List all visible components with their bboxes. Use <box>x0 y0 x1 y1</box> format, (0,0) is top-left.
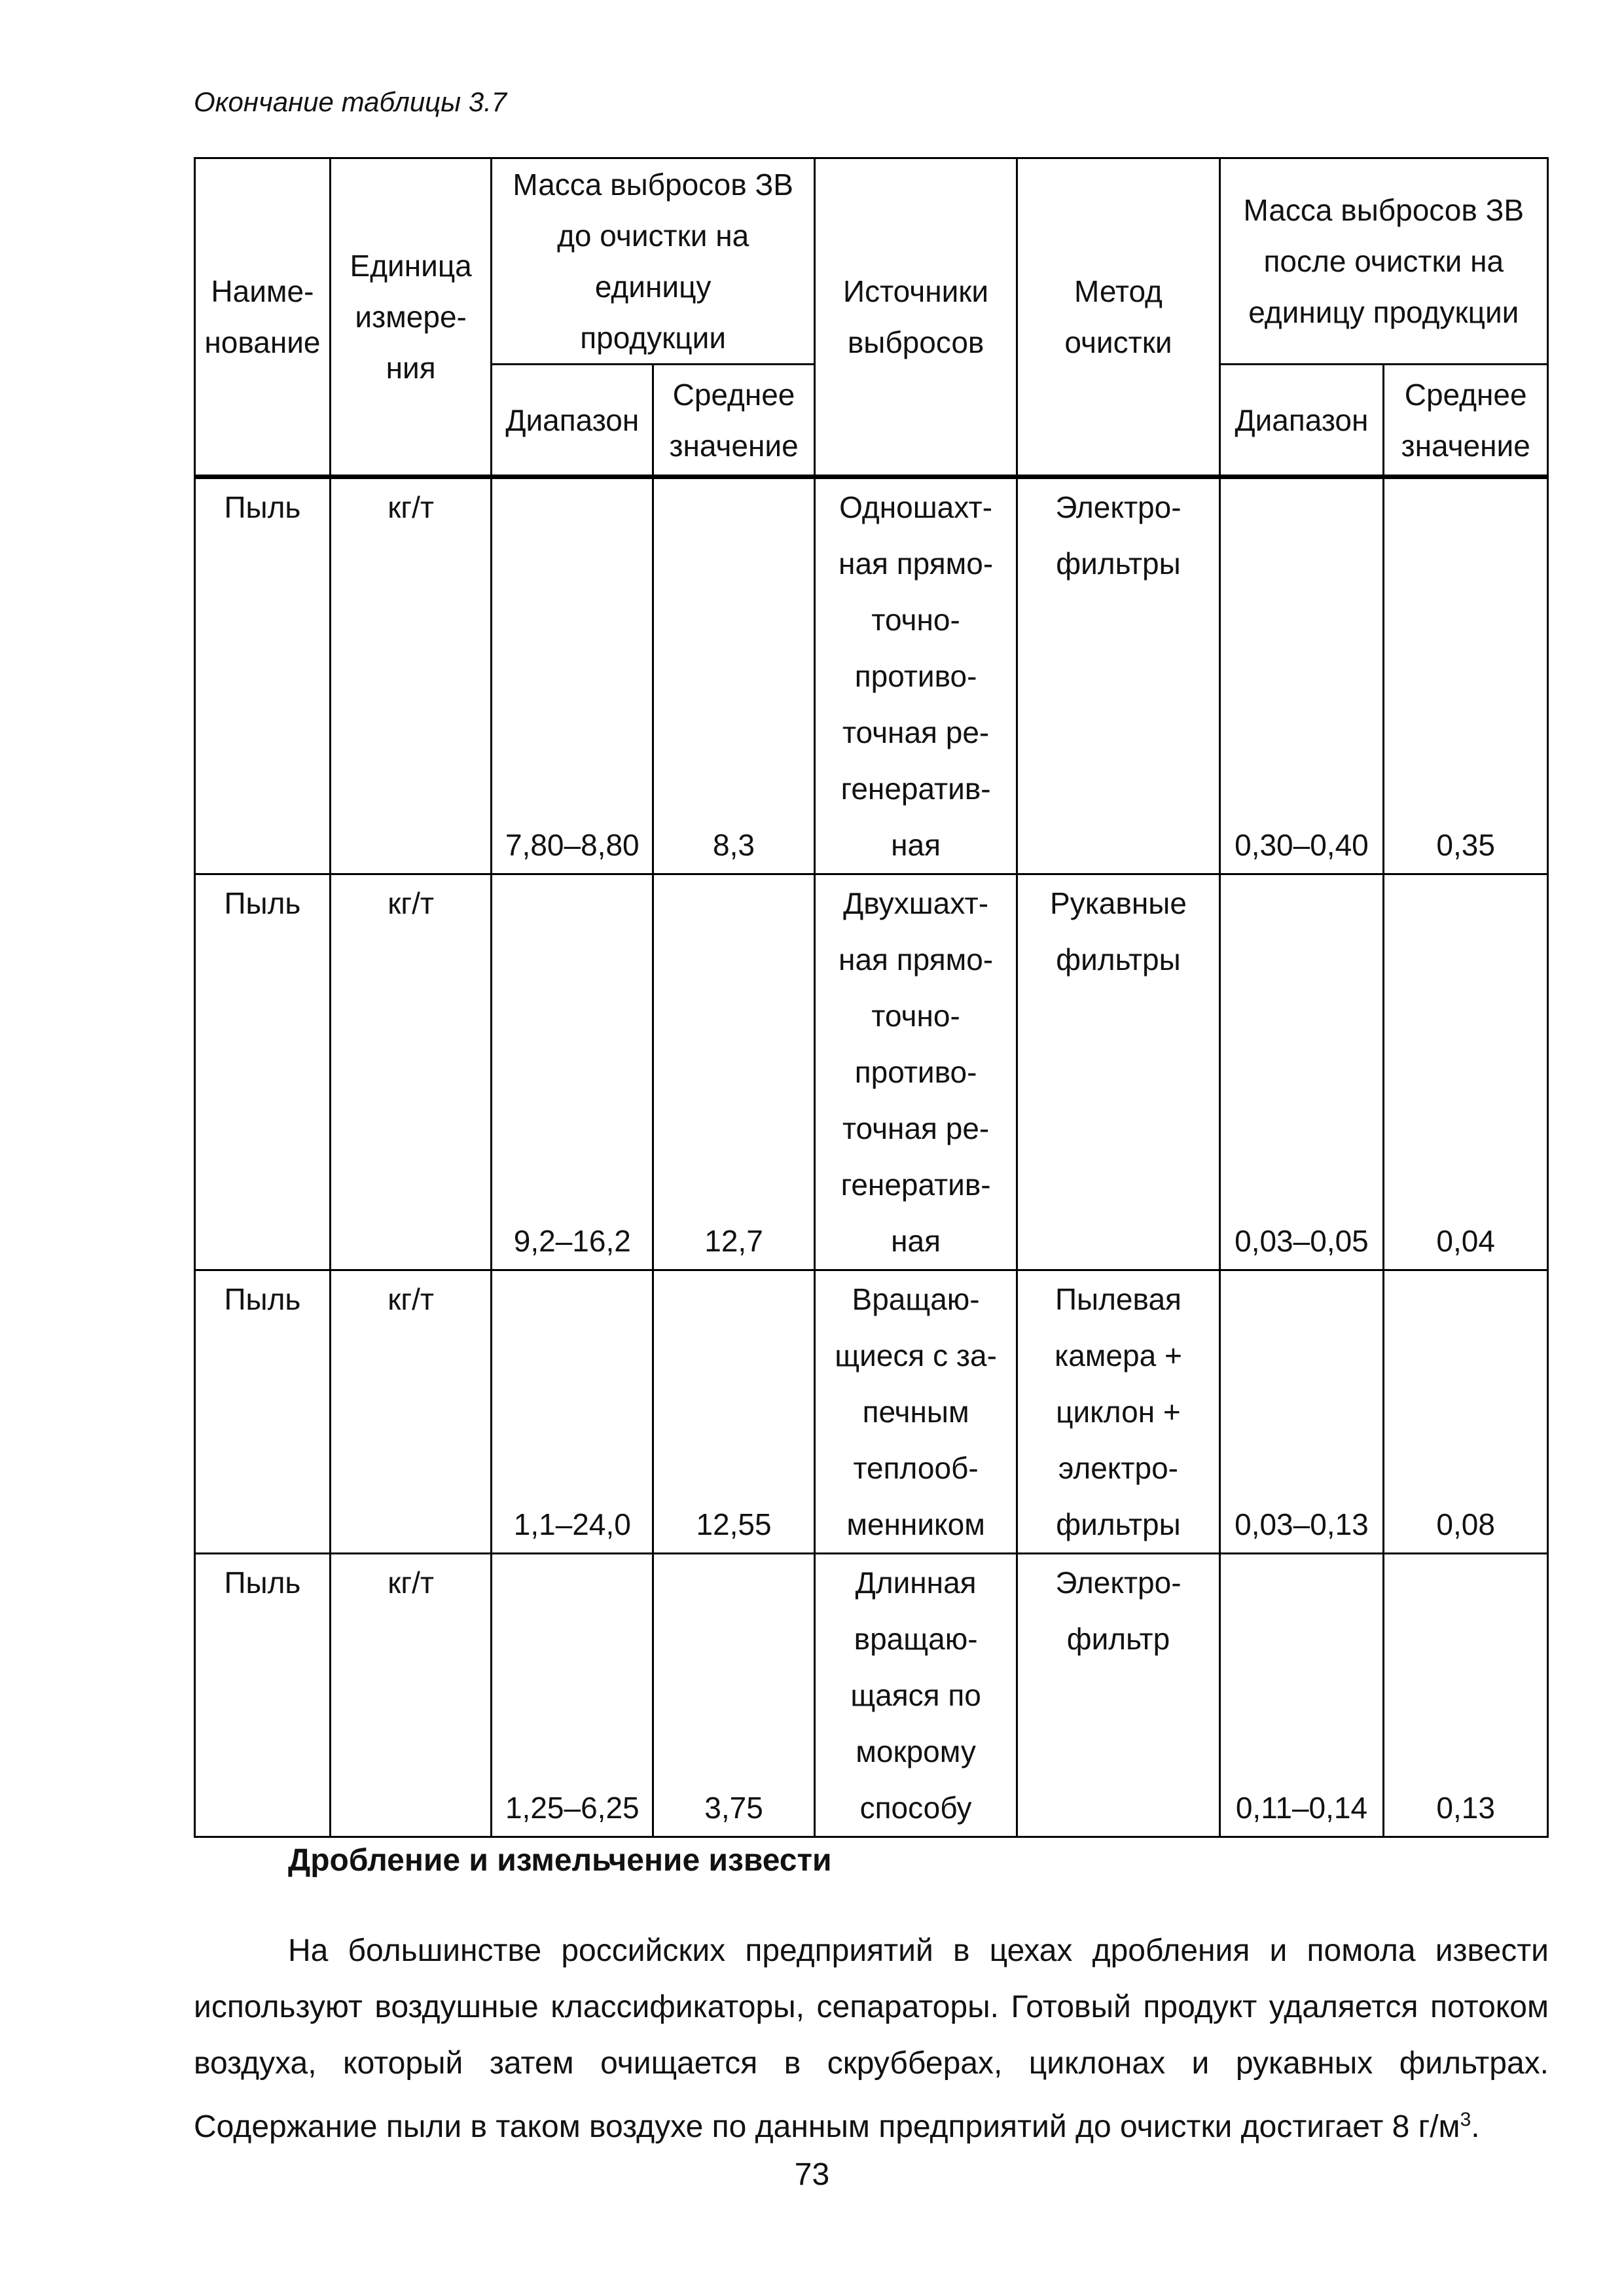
cell-range-before: 9,2–16,2 <box>492 874 653 1270</box>
cell-unit: кг/т <box>330 874 492 1270</box>
cell-range-before: 1,1–24,0 <box>492 1270 653 1554</box>
paragraph-superscript: 3 <box>1460 2109 1471 2130</box>
section-heading: Дробление и измельчение извести <box>288 1843 832 1878</box>
header-mean-before: Среднее значение <box>653 365 815 477</box>
cell-name: Пыль <box>195 1270 331 1554</box>
cell-range-after: 0,11–0,14 <box>1219 1554 1384 1837</box>
cell-unit: кг/т <box>330 477 492 874</box>
cell-name: Пыль <box>195 1554 331 1837</box>
page-number: 73 <box>794 2157 830 2192</box>
table-row <box>195 874 1548 1270</box>
cell-source: Одношахт- ная прямо- точно- противо- точная ре- генератив- ная <box>814 477 1017 874</box>
header-range-before: Диапазон <box>492 365 653 477</box>
cell-unit: кг/т <box>330 1270 492 1554</box>
header-range-after: Диапазон <box>1219 365 1384 477</box>
cell-range-after: 0,03–0,13 <box>1219 1270 1384 1554</box>
cell-range-after: 0,03–0,05 <box>1219 874 1384 1270</box>
header-mean-after: Среднее значение <box>1384 365 1548 477</box>
header-method: Метод очистки <box>1017 158 1219 477</box>
cell-mean-before: 12,7 <box>653 874 815 1270</box>
cell-mean-after: 0,13 <box>1384 1554 1548 1837</box>
cell-source: Вращаю- щиеся с за- печным теплооб- менником <box>814 1270 1017 1554</box>
table-row <box>195 1554 1548 1837</box>
cell-mean-after: 0,08 <box>1384 1270 1548 1554</box>
cell-source: Двухшахт- ная прямо- точно- противо- точная ре- генератив- ная <box>814 874 1017 1270</box>
table-caption: Окончание таблицы 3.7 <box>194 86 507 117</box>
header-source: Источники выбросов <box>814 158 1017 477</box>
cell-method: Электро- фильтры <box>1017 477 1219 874</box>
cell-unit: кг/т <box>330 1554 492 1837</box>
cell-range-after: 0,30–0,40 <box>1219 477 1384 874</box>
emissions-table <box>194 157 1549 1838</box>
cell-source: Длинная вращаю- щаяся по мокрому способу <box>814 1554 1017 1837</box>
cell-method: Пылевая камера + циклон + электро- фильтры <box>1017 1270 1219 1554</box>
body-paragraph <box>194 1923 1549 2155</box>
table-row <box>195 477 1548 874</box>
cell-range-before: 7,80–8,80 <box>492 477 653 874</box>
cell-name: Пыль <box>195 477 331 874</box>
paragraph-end: . <box>1471 2109 1480 2144</box>
cell-mean-before: 3,75 <box>653 1554 815 1837</box>
cell-mean-after: 0,04 <box>1384 874 1548 1270</box>
header-unit: Единица измере- ния <box>330 158 492 477</box>
cell-mean-before: 8,3 <box>653 477 815 874</box>
cell-range-before: 1,25–6,25 <box>492 1554 653 1837</box>
paragraph-text: На большинстве российских предприятий в цехах дробления и помола извести используют воздушные классификаторы, сепараторы. Готовый продукт удаляется потоком воздуха, который затем очищается в скрубберах, циклонах и рукавных фильтрах. Содержание пыли в таком воздухе по данным предприятий до очистки достигает 8 г/м <box>194 1933 1549 2144</box>
cell-mean-before: 12,55 <box>653 1270 815 1554</box>
table-row <box>195 1270 1548 1554</box>
header-mass-before: Масса выбросов ЗВ до очистки на единицу продукции <box>492 158 814 365</box>
cell-name: Пыль <box>195 874 331 1270</box>
header-mass-after: Масса выбросов ЗВ после очистки на единицу продукции <box>1219 158 1547 365</box>
cell-method: Рукавные фильтры <box>1017 874 1219 1270</box>
cell-method: Электро- фильтр <box>1017 1554 1219 1837</box>
cell-mean-after: 0,35 <box>1384 477 1548 874</box>
header-name: Наиме- нование <box>195 158 331 477</box>
